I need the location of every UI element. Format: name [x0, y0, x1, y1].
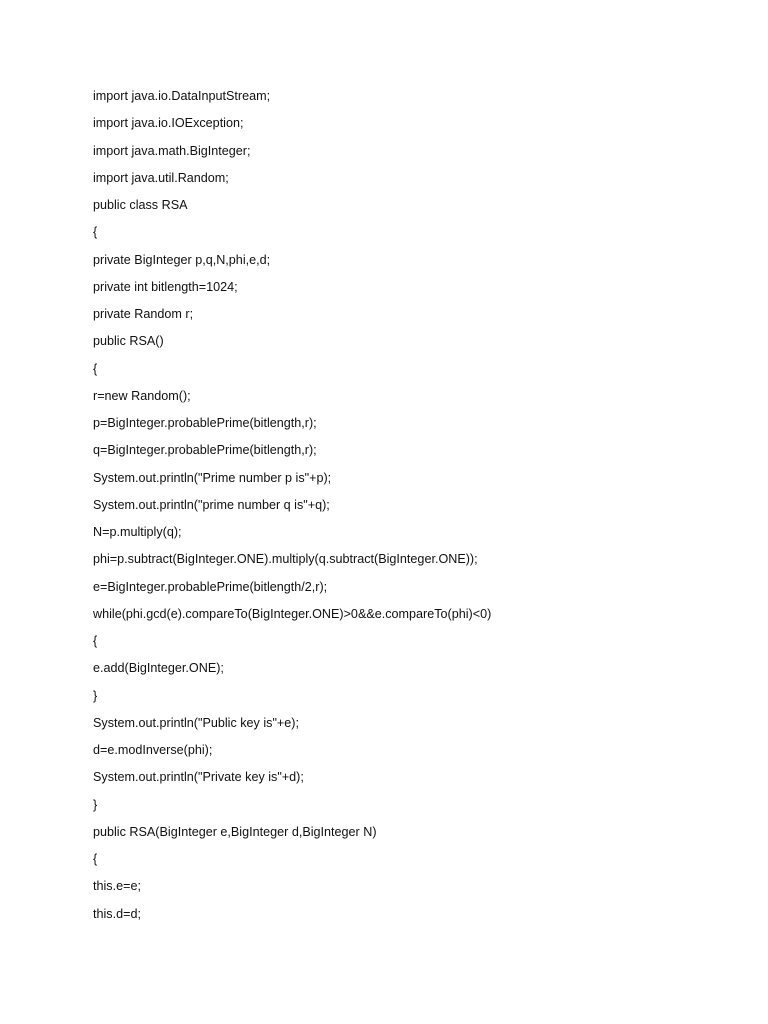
- code-listing: [93, 87, 491, 932]
- code-line: public RSA(): [93, 334, 164, 349]
- code-line: e=BigInteger.probablePrime(bitlength/2,r);: [93, 579, 328, 594]
- code-line: while(phi.gcd(e).compareTo(BigInteger.ONE)>0&&e.compareTo(phi)<0): [93, 606, 492, 621]
- code-line: }: [93, 688, 98, 703]
- code-line: e.add(BigInteger.ONE);: [93, 661, 224, 676]
- code-line: r=new Random();: [93, 388, 191, 403]
- code-line: this.d=d;: [93, 906, 141, 921]
- code-line: d=e.modInverse(phi);: [93, 743, 213, 757]
- code-line: public class RSA: [93, 198, 188, 212]
- code-line: p=BigInteger.probablePrime(bitlength,r);: [93, 416, 317, 430]
- code-line: System.out.println("prime number q is"+q);: [93, 497, 330, 512]
- code-line: private int bitlength=1024;: [93, 279, 238, 294]
- code-line: private BigInteger p,q,N,phi,e,d;: [93, 252, 271, 267]
- code-line: System.out.println("Public key is"+e);: [93, 715, 299, 730]
- code-line: import java.math.BigInteger;: [93, 143, 251, 158]
- code-line: import java.util.Random;: [93, 170, 229, 185]
- code-line: {: [93, 225, 98, 240]
- code-line: {: [93, 361, 98, 376]
- code-line: System.out.println("Private key is"+d);: [93, 770, 304, 785]
- code-line: {: [93, 852, 98, 866]
- code-line: public RSA(BigInteger e,BigInteger d,BigInteger N): [93, 824, 377, 839]
- code-line: System.out.println("Prime number p is"+p);: [93, 470, 332, 485]
- code-line: import java.io.DataInputStream;: [93, 89, 271, 103]
- code-line: import java.io.IOException;: [93, 116, 244, 131]
- code-line: N=p.multiply(q);: [93, 525, 182, 539]
- code-line: private Random r;: [93, 307, 194, 321]
- code-line: phi=p.subtract(BigInteger.ONE).multiply(q.subtract(BigInteger.ONE));: [93, 552, 478, 567]
- code-line: q=BigInteger.probablePrime(bitlength,r);: [93, 443, 317, 458]
- code-line: this.e=e;: [93, 879, 141, 894]
- code-line: {: [93, 634, 98, 648]
- code-line: }: [93, 797, 98, 812]
